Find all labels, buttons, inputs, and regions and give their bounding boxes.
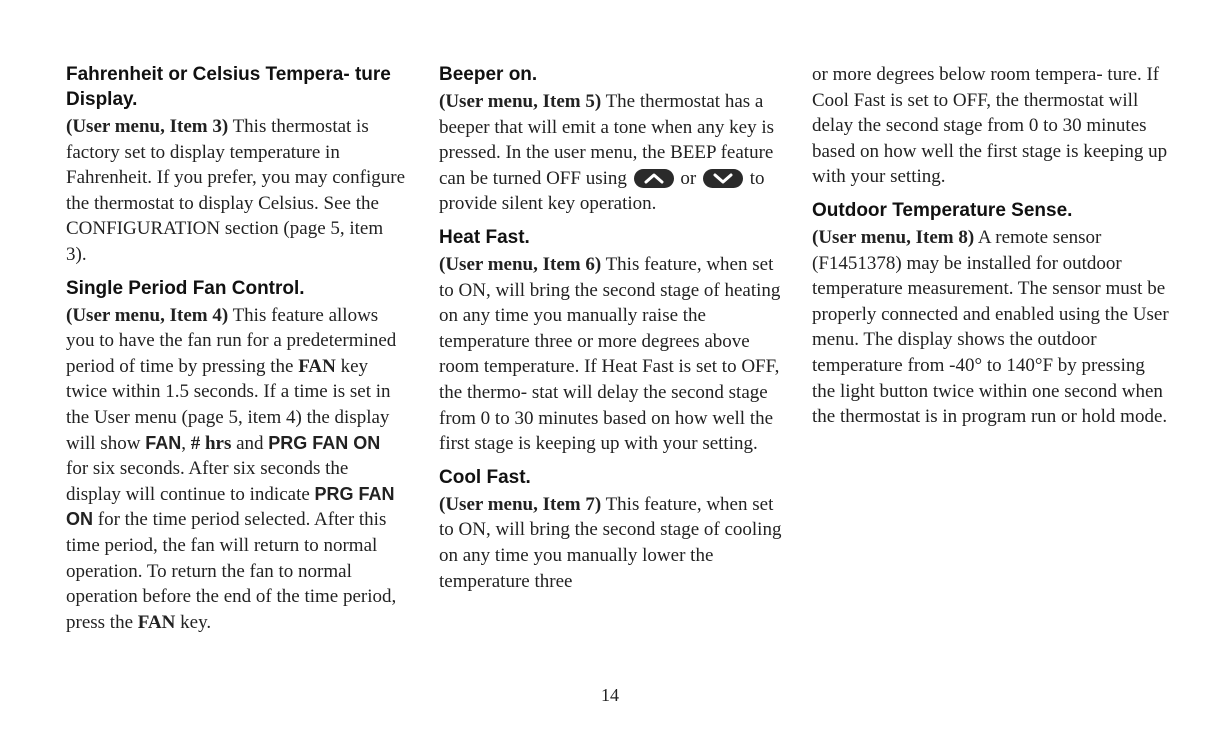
paragraph-outdoor-temperature (812, 225, 1172, 430)
key-name: FAN (137, 611, 176, 633)
paragraph-text: or (675, 167, 701, 189)
paragraph-beeper-on (439, 89, 789, 217)
menu-reference: (User menu, Item 5) (439, 91, 602, 112)
down-arrow-button-icon (703, 169, 743, 188)
menu-reference: (User menu, Item 7) (439, 493, 602, 515)
paragraph-text: This thermostat is factory set to display temperature in Fahrenheit. If you prefer, you may configure the thermostat to display Celsius. See the CONFIGURATION section (page 5, item 3). (66, 116, 406, 265)
paragraph-text: key twice within 1.5 seconds. If a time is set in the User menu (page 5, item 4) the display will show (66, 355, 391, 454)
column-2 (439, 62, 789, 602)
paragraph-heat-fast (439, 252, 789, 457)
display-indicator: FAN (145, 432, 182, 453)
page-number: 14 (601, 685, 619, 705)
paragraph-fahrenheit-celsius (66, 114, 406, 268)
menu-reference: (User menu, Item 6) (439, 253, 602, 275)
menu-reference: (User menu, Item 3) (66, 116, 229, 137)
heading-beeper-on: Beeper on. (439, 64, 538, 85)
paragraph-text: to provide silent key operation. (439, 167, 765, 215)
menu-reference: (User menu, Item 8) (812, 226, 975, 248)
heading-fahrenheit-celsius: Fahrenheit or Celsius Tempera- ture Display. (66, 64, 391, 110)
heading-heat-fast: Heat Fast. (439, 226, 530, 248)
paragraph-text: This feature allows you to have the fan run for a predetermined period of time by pressing the (66, 304, 397, 377)
key-name: FAN (298, 355, 336, 377)
paragraph-text: This feature, when set to ON, will bring the second stage of cooling on any time you manually lower the temperature three (439, 493, 782, 592)
column-1 (66, 62, 406, 643)
paragraph-text: The thermostat has a beeper that will emit a tone when any key is pressed. In the user menu, the BEEP feature can be turned OFF using (439, 91, 775, 189)
heading-single-period-fan: Single Period Fan Control. (66, 277, 305, 299)
display-indicator: # hrs (190, 432, 232, 454)
display-indicator: PRG FAN ON (66, 483, 395, 530)
paragraph-text: for six seconds. After six seconds the display will continue to indicate (66, 458, 349, 505)
paragraph-cool-fast-continued: or more degrees below room tempera- ture. If Cool Fast is set to OFF, the thermostat will delay the second stage from 0 to 30 minutes based on how well the first stage is keeping up with your setting. (812, 64, 1168, 188)
paragraph-text: A remote sensor (F1451378) may be installed for outdoor temperature measurement. The sensor must be properly connected and enabled using the User menu. The display shows the outdoor temperature from -40° to 140°F by pressing the light button twice within one second when the thermostat is in program run or hold mode. (812, 226, 1169, 428)
display-indicator: PRG FAN ON (268, 432, 381, 453)
paragraph-text: This feature, when set to ON, will bring the second stage of heating on any time you manually raise the temperature three or more degrees above room temperature. If Heat Fast is set to OFF, the thermo- stat will delay the second stage from 0 to 30 minutes based on how well the first stage is keeping up with your setting. (439, 253, 781, 455)
heading-cool-fast: Cool Fast. (439, 466, 531, 488)
up-arrow-button-icon (634, 169, 674, 188)
paragraph-text: key. (175, 611, 212, 633)
paragraph-text: and (231, 432, 269, 454)
paragraph-cool-fast (439, 492, 789, 594)
column-3 (812, 62, 1172, 438)
paragraph-text: , (181, 432, 191, 454)
paragraph-single-period-fan (66, 303, 406, 636)
paragraph-text: for the time period selected. After this time period, the fan will return to normal operation. To return the fan to normal operation before the end of the time period, press the (66, 509, 397, 633)
menu-reference: (User menu, Item 4) (66, 304, 229, 326)
heading-outdoor-temperature: Outdoor Temperature Sense. (812, 199, 1073, 221)
